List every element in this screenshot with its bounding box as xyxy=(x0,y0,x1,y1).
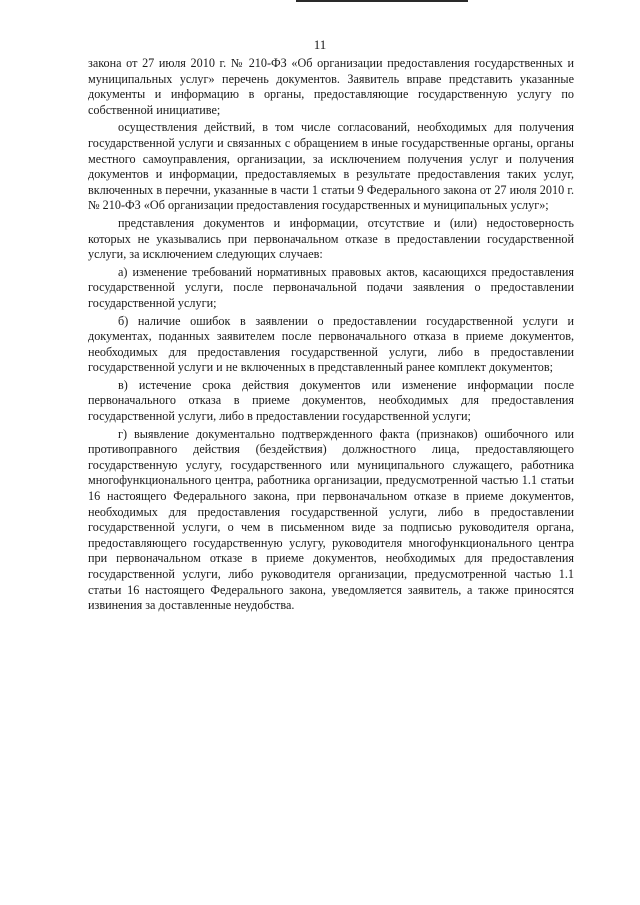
paragraph-continuation: закона от 27 июля 2010 г. № 210-ФЗ «Об организации предоставления государственных и муниципальных услуг» перечень документов. Заявитель вправе представить указанные документы и информацию в органы, предоставляющие государственную услугу по собственной инициативе; xyxy=(88,56,574,117)
page-number: 11 xyxy=(313,37,327,52)
paragraph-documents: представления документов и информации, отсутствие и (или) недостоверность которых не указывались при первоначальном отказе в предоставлении государственной услуги, за исключением следующих случаев: xyxy=(88,215,574,262)
list-item-g: г) выявление документально подтвержденного факта (признаков) ошибочного или противоправного действия (бездействия) должностного лица, предоставляющего государственную услугу, государственного или муниципального служащего, работника многофункционального центра, работника организации, предусмотренной частью 1.1 статьи 16 настоящего Федерального закона, при первоначальном отказе в приеме документов, необходимых для предоставления государственной услуги, либо в предоставлении государственной услуги, о чем в письменном виде за подписью руководителя органа, предоставляющего государственную услугу, руководителя многофункционального центра при первоначальном отказе в приеме документов, необходимых для предоставления государственной услуги, либо руководителя организации, предусмотренной частью 1.1 статьи 16 настоящего Федерального закона, уведомляется заявитель, а также приносятся извинения за доставленные неудобства. xyxy=(88,426,574,613)
list-item-b: б) наличие ошибок в заявлении о предоставлении государственной услуги и документах, поданных заявителем после первоначального отказа в приеме документов, необходимых для предоставления государственной услуги, либо в предоставлении государственной услуги и не включенных в представленный ранее комплект документов; xyxy=(88,313,574,375)
list-item-a: а) изменение требований нормативных правовых актов, касающихся предоставления государственной услуги, после первоначальной подачи заявления о предоставлении государственной услуги; xyxy=(88,264,574,310)
top-border-rule xyxy=(296,0,468,2)
list-item-v: в) истечение срока действия документов или изменение информации после первоначального отказа в приеме документов, необходимых для предоставления государственной услуги, либо в предоставлении государственной услуги; xyxy=(88,377,574,424)
paragraph-actions: осуществления действий, в том числе согласований, необходимых для получения государственной услуги и связанных с обращением в иные государственные органы, органы местного самоуправления, организации, за исключением получения услуг и получения документов и информации, предоставляемых в результате предоставления таких услуг, включенных в перечни, указанные в части 1 статьи 9 Федерального закона от 27 июля 2010 г. № 210-ФЗ «Об организации предоставления государственных и муниципальных услуг»; xyxy=(88,120,574,213)
document-body xyxy=(88,56,574,616)
